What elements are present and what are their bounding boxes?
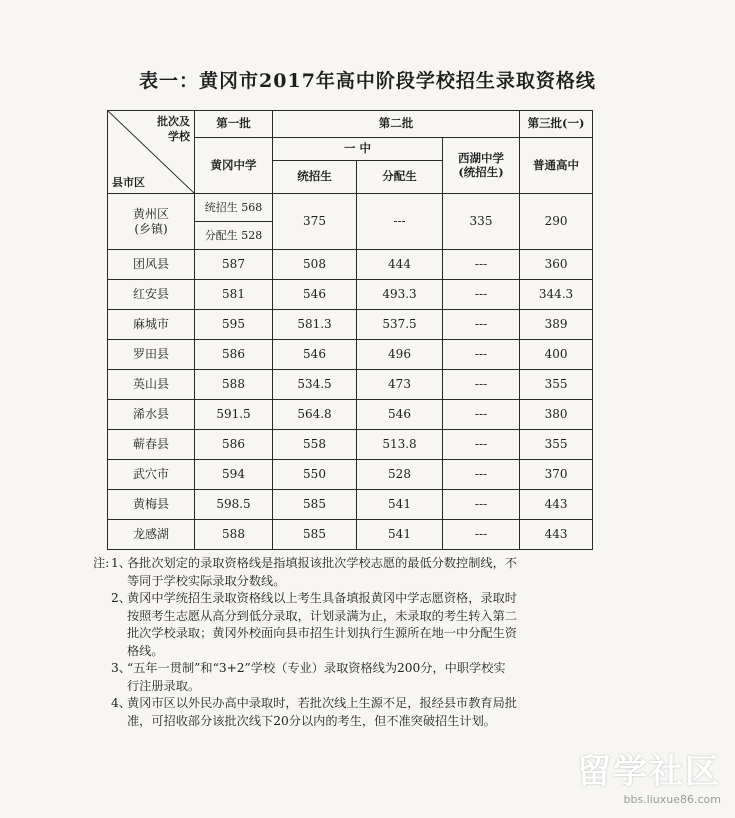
region-huangzhou-line2: (乡镇) <box>134 221 168 236</box>
notes-label: 注: <box>93 556 110 570</box>
putong-cell: 389 <box>520 310 593 340</box>
huanggang-cell: 588 <box>195 520 273 550</box>
fenpei-cell: 528 <box>357 460 443 490</box>
header-batch1: 第一批 <box>195 111 273 138</box>
huanggang-cell: 591.5 <box>195 400 273 430</box>
header-fenpei: 分配生 <box>357 161 443 194</box>
huanggang-tongzhao-score: 统招生 568 <box>195 194 273 222</box>
header-huanggang-school: 黄冈中学 <box>195 138 273 194</box>
notes-section <box>93 555 603 730</box>
xihu-cell: --- <box>443 280 520 310</box>
fenpei-cell: 541 <box>357 520 443 550</box>
tongzhao-cell: 564.8 <box>273 400 357 430</box>
huanggang-cell: 594 <box>195 460 273 490</box>
tongzhao-cell: 581.3 <box>273 310 357 340</box>
xihu-cell: --- <box>443 490 520 520</box>
table-row <box>108 340 593 370</box>
table-row <box>108 520 593 550</box>
xihu-label-line2: (统招生) <box>458 164 504 179</box>
corner-label-school: 学校 <box>168 129 190 143</box>
tongzhao-cell: 558 <box>273 430 357 460</box>
header-yizhong: 一 中 <box>273 138 443 161</box>
table-row <box>108 310 593 340</box>
putong-score: 290 <box>520 194 593 250</box>
putong-cell: 380 <box>520 400 593 430</box>
table-row <box>108 370 593 400</box>
fenpei-cell: 546 <box>357 400 443 430</box>
xihu-cell: --- <box>443 400 520 430</box>
header-tongzhao: 统招生 <box>273 161 357 194</box>
putong-cell: 344.3 <box>520 280 593 310</box>
table-body <box>108 250 593 550</box>
corner-label-batch: 批次及 <box>157 115 190 128</box>
tongzhao-score: 375 <box>273 194 357 250</box>
putong-cell: 400 <box>520 340 593 370</box>
note-item <box>93 555 603 590</box>
xihu-cell: --- <box>443 430 520 460</box>
note-item <box>93 660 603 695</box>
region-cell: 龙感湖 <box>108 520 195 550</box>
watermark-url: bbs.liuxue86.com <box>623 793 721 806</box>
table-row <box>108 250 593 280</box>
region-cell: 团风县 <box>108 250 195 280</box>
xihu-cell: --- <box>443 460 520 490</box>
huanggang-cell: 581 <box>195 280 273 310</box>
huanggang-cell: 586 <box>195 430 273 460</box>
note-line: 黄冈中学统招生录取资格线以上考生具备填报黄冈中学志愿资格，录取时 <box>127 591 517 605</box>
tongzhao-cell: 550 <box>273 460 357 490</box>
fenpei-cell: 541 <box>357 490 443 520</box>
note-line: 批次学校录取；黄冈外校面向县市招生计划执行生源所在地一中分配生资 <box>127 626 517 640</box>
note-number: 2、 <box>111 591 131 605</box>
region-cell: 英山县 <box>108 370 195 400</box>
table-row <box>108 400 593 430</box>
huanggang-cell: 595 <box>195 310 273 340</box>
note-line: 黄冈市区以外民办高中录取时，若批次线上生源不足，报经县市教育局批 <box>127 696 517 710</box>
fenpei-cell: 537.5 <box>357 310 443 340</box>
tongzhao-cell: 546 <box>273 340 357 370</box>
region-huangzhou-line1: 黄州区 <box>132 207 169 222</box>
corner-label-region: 县市区 <box>112 175 145 189</box>
tongzhao-cell: 534.5 <box>273 370 357 400</box>
note-number: 1、 <box>111 556 131 570</box>
note-line: 等同于学校实际录取分数线。 <box>127 573 286 588</box>
fenpei-cell: 513.8 <box>357 430 443 460</box>
watermark <box>577 744 721 806</box>
region-cell: 黄梅县 <box>108 490 195 520</box>
xihu-cell: --- <box>443 370 520 400</box>
xihu-cell: --- <box>443 520 520 550</box>
fenpei-cell: 493.3 <box>357 280 443 310</box>
fenpei-score: --- <box>357 194 443 250</box>
putong-cell: 370 <box>520 460 593 490</box>
fenpei-cell: 496 <box>357 340 443 370</box>
tongzhao-cell: 585 <box>273 490 357 520</box>
putong-cell: 360 <box>520 250 593 280</box>
note-line: 格线。 <box>127 643 164 658</box>
xihu-cell: --- <box>443 250 520 280</box>
note-item <box>93 590 603 660</box>
table-corner-header <box>108 111 195 194</box>
admission-score-table <box>107 110 593 550</box>
putong-cell: 443 <box>520 490 593 520</box>
fenpei-cell: 473 <box>357 370 443 400</box>
note-item <box>93 695 603 730</box>
header-batch2: 第二批 <box>273 111 520 138</box>
region-cell: 罗田县 <box>108 340 195 370</box>
note-number: 4、 <box>111 696 131 710</box>
huanggang-cell: 588 <box>195 370 273 400</box>
note-line: 行注册录取。 <box>127 678 201 693</box>
table-row <box>108 490 593 520</box>
tongzhao-cell: 546 <box>273 280 357 310</box>
table-row <box>108 460 593 490</box>
region-cell-huangzhou <box>108 194 195 250</box>
header-batch3: 第三批(一) <box>520 111 593 138</box>
table-row <box>108 280 593 310</box>
xihu-score: 335 <box>443 194 520 250</box>
xihu-cell: --- <box>443 340 520 370</box>
huanggang-cell: 587 <box>195 250 273 280</box>
region-cell: 蕲春县 <box>108 430 195 460</box>
region-cell: 红安县 <box>108 280 195 310</box>
putong-cell: 355 <box>520 430 593 460</box>
page-title: 表一：黄冈市2017年高中阶段学校招生录取资格线 <box>139 70 596 92</box>
putong-cell: 355 <box>520 370 593 400</box>
fenpei-cell: 444 <box>357 250 443 280</box>
huanggang-fenpei-score: 分配生 528 <box>195 222 273 250</box>
putong-cell: 443 <box>520 520 593 550</box>
region-cell: 武穴市 <box>108 460 195 490</box>
note-number: 3、 <box>111 661 131 675</box>
header-xihu-school <box>443 138 520 194</box>
tongzhao-cell: 585 <box>273 520 357 550</box>
region-cell: 浠水县 <box>108 400 195 430</box>
xihu-cell: --- <box>443 310 520 340</box>
note-line: “五年一贯制”和“3+2”学校（专业）录取资格线为200分，中职学校实 <box>127 661 506 675</box>
xihu-label-line1: 西湖中学 <box>458 150 504 165</box>
header-putong-school: 普通高中 <box>520 138 593 194</box>
table-row <box>108 430 593 460</box>
note-line: 各批次划定的录取资格线是指填报该批次学校志愿的最低分数控制线，不 <box>127 556 517 570</box>
region-cell: 麻城市 <box>108 310 195 340</box>
huanggang-cell: 598.5 <box>195 490 273 520</box>
huanggang-cell: 586 <box>195 340 273 370</box>
note-line: 按照考生志愿从高分到低分录取，计划录满为止，未录取的考生转入第二 <box>127 608 517 623</box>
watermark-brand: 留学社区 <box>577 752 721 792</box>
note-line: 准，可招收部分该批次线下20分以内的考生，但不准突破招生计划。 <box>127 713 496 728</box>
tongzhao-cell: 508 <box>273 250 357 280</box>
